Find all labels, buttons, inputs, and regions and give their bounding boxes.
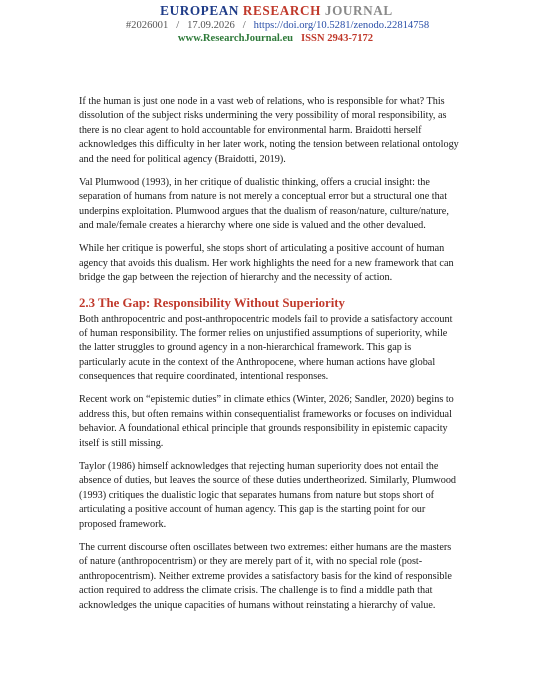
journal-header: [0, 3, 537, 45]
paragraph-plumwood-critique: While her critique is powerful, she stops short of articulating a positive account of human agency that avoids this dualism. Her work highlights the need for a new framework that can bridge the gap between the rejection of hierarchy and the necessity of action.: [79, 243, 454, 284]
paragraph-plumwood-dualism: Val Plumwood (1993), in her critique of dualistic thinking, offers a crucial insight: the separation of humans from nature is not merely a conceptual error but a structural one that underpins exploitation. Plumwood argues that the dualism of reason/nature, culture/nature, and male/female creates a hierarchy where one side is valued and the other devalued.: [79, 176, 449, 232]
article-meta-line: [18, 19, 537, 32]
paragraph-taylor-superiority: Taylor (1986) himself acknowledges that rejecting human superiority does not entail the absence of duties, but leaves the source of these duties undertheorized. Similarly, Plumwood (1993) critiques the dualistic logic that separates humans from nature but stops short of articulating a positive account of human agency. This gap is the starting point for our proposed framework.: [79, 460, 457, 530]
issn-number: ISSN 2943-7172: [301, 33, 374, 44]
paragraph-models-fail: Both anthropocentric and post-anthropocentric models fail to provide a satisfactory account of human responsibility. The former relies on unjustified assumptions of superiority, while the latter struggles to ground agency in a non-hierarchical framework. This gap is particularly acute in the context of the Anthropocene, where human actions have global consequences that require coordinated, intentional responses.: [79, 313, 453, 383]
meta-separator: /: [242, 20, 246, 31]
publication-date: 17.09.2026: [187, 20, 235, 31]
journal-title-word-journal: JOURNAL: [324, 3, 393, 18]
meta-separator: /: [176, 20, 180, 31]
section-heading: 2.3 The Gap: Responsibility Without Superiority: [79, 295, 345, 310]
journal-title-word-research: RESEARCH: [242, 3, 321, 18]
paragraph-current-discourse: The current discourse often oscillates between two extremes: either humans are the masters of nature (anthropocentrism) or they are merely part of it, with no special role (post-anthropocentrism). Neither extreme provides a satisfactory basis for the kind of responsible action required to address the climate crisis. The challenge is to find a middle path that acknowledges the unique capacities of humans without reinstating a hierarchy of value.: [79, 541, 452, 611]
paragraph-epistemic-duties: Recent work on “epistemic duties” in climate ethics (Winter, 2026; Sandler, 2020) begins to address this, but often remains within consequentialist frameworks or focuses on individual behavior. A foundational ethical principle that grounds responsibility in epistemic capacity itself is still missing.: [79, 394, 454, 449]
doi-link[interactable]: https://doi.org/10.5281/zenodo.22814758: [253, 20, 430, 31]
journal-title-word-european: EUROPEAN: [160, 3, 239, 18]
article-id: #2026001: [125, 20, 169, 31]
journal-site-line: [14, 32, 537, 45]
website-link[interactable]: www.ResearchJournal.eu: [177, 33, 294, 44]
article-body: [79, 95, 459, 622]
journal-title: [16, 3, 537, 19]
paragraph-relational-responsibility: If the human is just one node in a vast web of relations, who is responsible for what? This dissolution of the subject risks undermining the very possibility of moral responsibility, as there is no clear agent to hold accountable for environmental harm. Braidotti herself acknowledges this difficulty in her later work, noting the tension between relational ontology and the need for political agency (Braidotti, 2019).: [79, 96, 459, 165]
